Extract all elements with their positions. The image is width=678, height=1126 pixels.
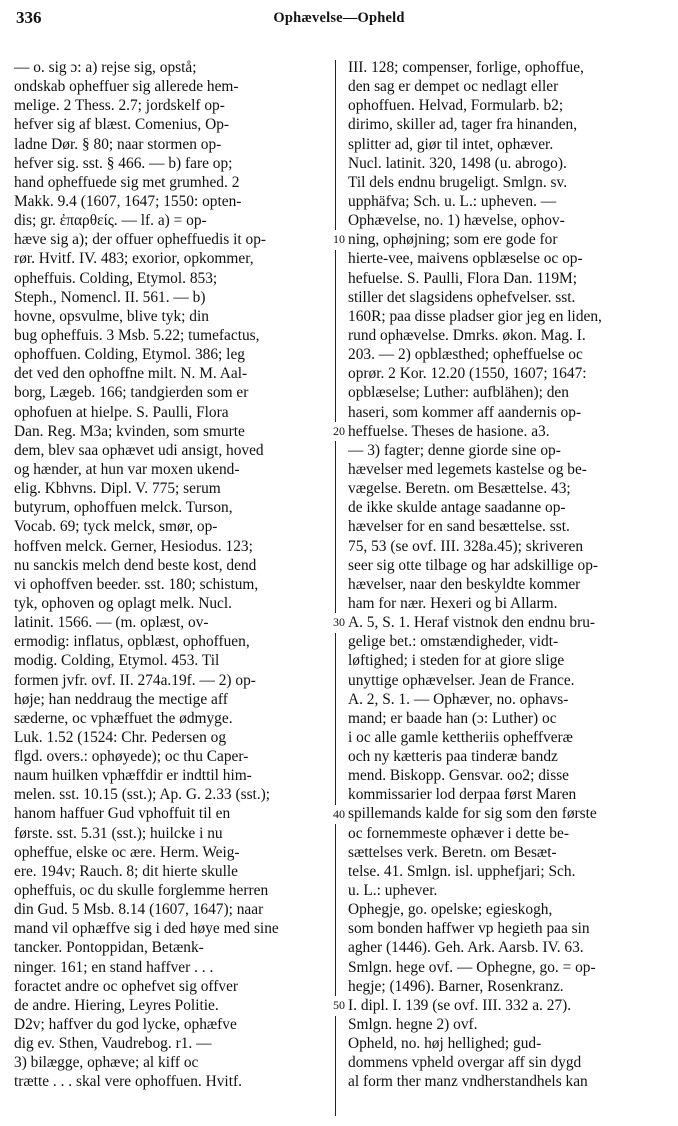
text-line: elig. Kbhvns. Dipl. V. 775; serum [14,480,221,498]
text-line: sæderne, oc vphæffuet the ødmyge. [14,709,233,727]
text-line: formen jvfr. ovf. II. 274a.19f. — 2) op- [14,671,256,689]
text-line: telse. 41. Smlgn. isl. upphefjari; Sch. [348,862,576,880]
line-number: 10 [330,230,348,249]
text-line: Vocab. 69; tyck melck, smør, op- [14,518,218,536]
line-number: 20 [330,422,348,441]
text-line: gelige bet.: omstændigheder, vidt- [348,633,559,651]
text-line: bug opheffuis. 3 Msb. 5.22; tumefactus, [14,326,260,344]
text-line: rør. Hvitf. IV. 483; exorior, opkommer, [14,250,254,268]
text-line: hefver sig. sst. § 466. — b) fare op; [14,154,233,172]
text-line: de andre. Hiering, Leyres Politie. [14,996,219,1014]
text-line: heffuelse. Theses de hasione. a3. [348,422,550,440]
text-line: I. dipl. I. 139 (se ovf. III. 332 a. 27). [348,996,572,1014]
text-line: D2v; haffver du god lycke, ophæfve [14,1016,237,1034]
text-line: Makk. 9.4 (1607, 1647; 1550: opten- [14,192,242,210]
text-line: Ophegje, go. opelske; egieskogh, [348,901,553,919]
text-line: din Gud. 5 Msb. 8.14 (1607, 1647); naar [14,901,264,919]
text-line: A. 2, S. 1. — Ophæver, no. ophavs- [348,690,569,708]
text-line: Nucl. latinit. 320, 1498 (u. abrogo). [348,154,567,172]
text-line: hefver sig af blæst. Comenius, Op- [14,116,230,134]
text-line: spillemands kalde for sig som den første [348,805,597,823]
text-line: løftighed; i steden for at giore slige [348,652,565,670]
text-line: vægelse. Beretn. om Besættelse. 43; [348,480,571,498]
text-line: mend. Biskopp. Gensvar. oo2; disse [348,767,570,785]
text-line: Steph., Nomencl. II. 561. — b) [14,288,206,306]
text-line: tancker. Pontoppidan, Betænk- [14,939,204,957]
line-number: 40 [330,805,348,824]
text-line: tyk, ophoven og oplagt melk. Nucl. [14,594,233,612]
text-line: opheffuis, oc du skulle forglemme herren [14,882,269,900]
text-line: mand; er baade han (ɔ: Luther) oc [348,709,557,727]
text-line: Ophævelse, no. 1) hævelse, ophov- [348,212,565,230]
text-line: ophoffuen. Helvad, Formularb. b2; [348,97,564,115]
text-line: modig. Colding, Etymol. 453. Til [14,652,220,670]
text-line: ning, ophøjning; som ere gode for [348,231,558,249]
text-line: ere. 194v; Rauch. 8; dit hierte skulle [14,862,238,880]
text-line: unyttige ophævelser. Jean de France. [348,671,575,689]
text-line: oc fornemmeste ophæver i dette be- [348,824,569,842]
text-line: Smlgn. hege ovf. — Ophegne, go. = op- [348,958,596,976]
text-line: Dan. Reg. M3a; kvinden, som smurte [14,422,245,440]
text-line: foractet andre oc ophefvet sig offver [14,977,239,995]
text-line: sættelses verk. Beretn. om Besæt- [348,843,557,861]
text-line: splitter ad, giør til intet, ophæver. [348,135,554,153]
text-line: ladne Dør. § 80; naar stormen op- [14,135,222,153]
text-line: och ny kætteris paa tinderæ bandz [348,748,558,766]
text-line: dem, blev saa ophævet udi ansigt, hoved [14,441,264,459]
text-line: 160R; paa disse pladser gior jeg en liden, [348,307,602,325]
text-line: og hænder, at hun var moxen ukend- [14,460,240,478]
text-line: hanom haffuer Gud vphoffuit til en [14,805,231,823]
page-number: 336 [16,8,42,27]
text-line: latinit. 1566. — (m. oplæst, ov- [14,614,209,632]
text-line: hævelser, naar den beskyldte kommer [348,575,581,593]
text-line: 203. — 2) opblæsthed; opheffuelse oc [348,346,583,364]
text-line: hoffven melck. Gerner, Hesiodus. 123; [14,537,253,555]
text-line: ondskab opheffuer sig allerede hem- [14,78,239,96]
text-line: hefuelse. S. Paulli, Flora Dan. 119M; [348,269,577,287]
text-line: upphäfva; Sch. u. L.: upheven. — [348,192,557,210]
text-line: Luk. 1.52 (1524: Chr. Pedersen og [14,728,227,746]
text-line: III. 128; compenser, forlige, ophoffue, [348,59,584,76]
text-line: seer sig otte tilbage og har adskillige op- [348,556,599,574]
left-column [14,58,332,1092]
text-line: nu sanckis melch dend beste kost, dend [14,556,257,574]
text-line: dirimo, skiller ad, tager fra hinanden, [348,116,578,134]
text-line: A. 5, S. 1. Heraf vistnok den endnu bru- [348,614,596,632]
line-number: 30 [330,613,348,632]
text-line: agher (1446). Geh. Ark. Aarsb. IV. 63. [348,939,584,957]
text-line: hæve sig a); der offuer opheffuedis it op- [14,231,267,249]
text-line: i oc alle gamle kettheriis opheffveræ [348,728,573,746]
text-line: — 3) fagter; denne giorde sine op- [348,441,561,459]
text-line: høje; han neddraug the mectige aff [14,690,228,708]
text-line: — o. sig ɔ: a) rejse sig, opstå; [14,59,197,76]
right-column [348,58,666,1092]
text-line: u. L.: uphever. [348,882,438,900]
text-line: som bonden haffwer vp hegieth paa sin [348,920,590,938]
column-divider [335,60,336,1116]
text-line: butyrum, ophoffuen melck. Turson, [14,499,233,517]
text-line: 75, 53 (se ovf. III. 328a.45); skriveren [348,537,584,555]
text-line: ermodig: inflatus, opblæst, ophoffuen, [14,633,250,651]
text-line: vi ophoffven beeder. sst. 180; schistum, [14,575,259,593]
text-line: naum huilken vphæffdir er indttil him- [14,767,252,785]
text-line: haseri, som kommer aff aandernis op- [348,403,582,421]
text-line: hegje; (1496). Barner, Rosenkranz. [348,977,564,995]
text-line: trætte . . . skal vere ophoffuen. Hvitf. [14,1073,242,1091]
text-line: al form ther manz vndherstandhels kan [348,1073,588,1091]
text-line: ophoffuen. Colding, Etymol. 386; leg [14,346,245,364]
text-line: oprør. 2 Kor. 12.20 (1550, 1607; 1647: [348,365,587,383]
text-line: mand vil ophæffve sig i ded høye med sine [14,920,279,938]
text-line: flgd. overs.: ophøyede); oc thu Caper- [14,748,249,766]
text-line: hand opheffuede sig met grumhed. 2 [14,173,240,191]
text-line: Til dels endnu brugeligt. Smlgn. sv. [348,173,568,191]
text-line: dommens vpheld overgar aff sin dygd [348,1054,582,1072]
line-number: 50 [330,996,348,1015]
text-line: de ikke skulde antage saadanne op- [348,499,566,517]
text-line: hovne, opsvulme, blive tyk; din [14,307,209,325]
text-line: den sag er dempet oc nedlagt eller [348,78,559,96]
running-head: Ophævelse—Opheld [273,10,405,26]
text-line: hævelser med legemets kastelse og be- [348,460,587,478]
text-line: dig ev. Sthen, Vaudrebog. r1. — [14,1035,212,1053]
text-line: første. sst. 5.31 (sst.); huilcke i nu [14,824,223,842]
text-line: dis; gr. ἐπαρθείς. — lf. a) = op- [14,212,207,230]
text-line: ophofuen at hielpe. S. Paulli, Flora [14,403,229,421]
text-line: hierte-vee, maivens opblæselse oc op- [348,250,583,268]
text-line: opblæselse; Luther: aufblähen); den [348,384,569,402]
text-line: det ved den ophoffne milt. N. M. Aal- [14,365,248,383]
text-line: stiller det slagsidens ophefvelser. sst. [348,288,576,306]
text-line: melen. sst. 10.15 (sst.); Ap. G. 2.33 (sst.); [14,786,271,804]
page-header [0,8,678,34]
text-line: ninger. 161; en stand haffver . . . [14,958,214,976]
text-line: ham for nær. Hexeri og bi Allarm. [348,594,558,612]
text-line: 3) bilægge, ophæve; al kiff oc [14,1054,199,1072]
text-line: melige. 2 Thess. 2.7; jordskelf op- [14,97,225,115]
text-line: borg, Lægeb. 166; tandgierden som er [14,384,249,402]
text-line: hævelser for en sand besættelse. sst. [348,518,570,536]
text-line: opheffue, elske oc ære. Herm. Weig- [14,843,240,861]
text-line: rund ophævelse. Dmrks. økon. Mag. I. [348,326,586,344]
text-line: kommissarier lod derpaa først Maren [348,786,577,804]
text-line: Smlgn. hegne 2) ovf. [348,1016,478,1034]
text-line: Opheld, no. høj hellighed; gud- [348,1035,542,1053]
text-line: opheffuis. Colding, Etymol. 853; [14,269,218,287]
